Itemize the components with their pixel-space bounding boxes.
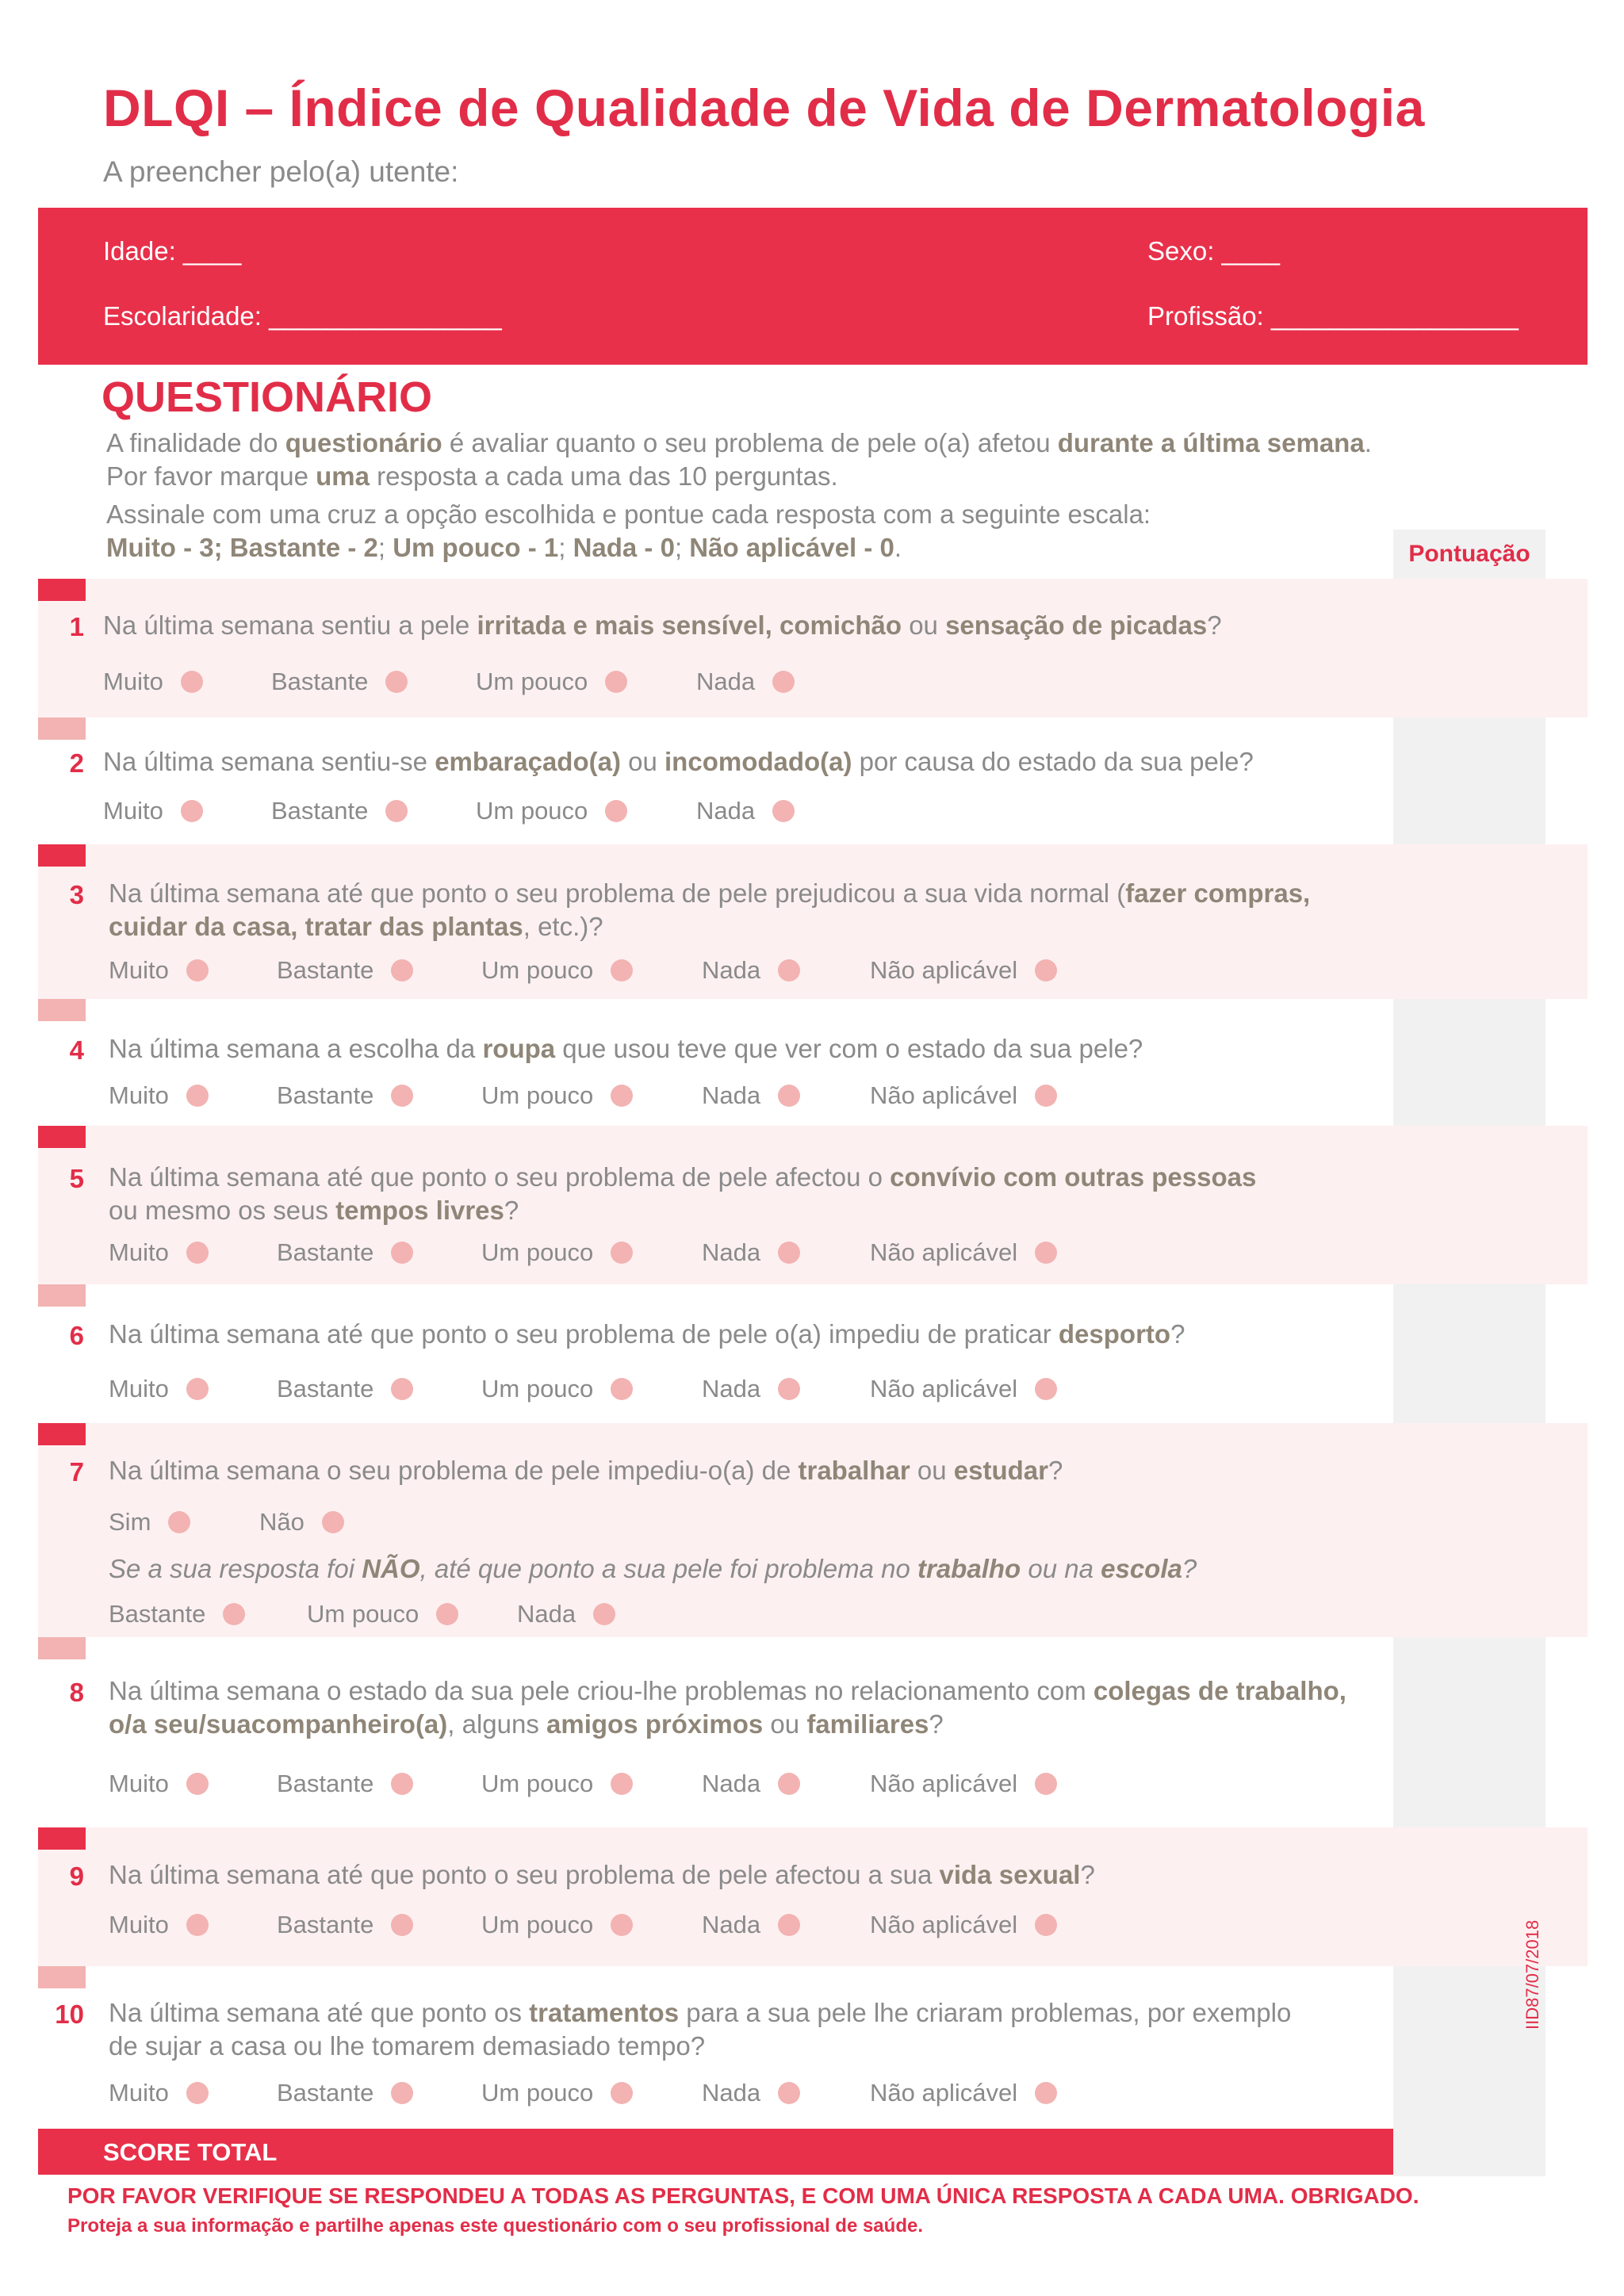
answer-option[interactable] xyxy=(481,2079,633,2107)
answer-option[interactable] xyxy=(870,956,1057,985)
answer-option-label: Um pouco xyxy=(481,1770,594,1797)
answer-option-label: Um pouco xyxy=(481,1238,594,1266)
text-segment: Na última semana o seu problema de pele impediu-o(a) de xyxy=(109,1456,799,1485)
text-segment: ; xyxy=(377,533,393,562)
question-number: 7 xyxy=(69,1457,84,1487)
radio-circle-icon[interactable] xyxy=(611,2082,633,2104)
text-segment: Na última semana até que ponto o seu problema de pele prejudicou a sua vida normal ( xyxy=(109,878,1126,908)
footer-notice: POR FAVOR VERIFIQUE SE RESPONDEU A TODAS AS PERGUNTAS, E COM UMA ÚNICA RESPOSTA A CADA UMA. OBRIGADO. xyxy=(67,2183,1419,2208)
answer-option[interactable] xyxy=(109,1375,209,1403)
text-segment: que usou teve que ver com o estado da sua pele? xyxy=(555,1034,1143,1063)
text-segment: ou xyxy=(620,747,665,776)
answer-option-label: Um pouco xyxy=(481,1081,594,1109)
text-segment: , alguns xyxy=(447,1709,547,1739)
answer-option[interactable] xyxy=(476,668,627,696)
question-number: 9 xyxy=(69,1862,84,1891)
emphasis-text: uma xyxy=(316,461,370,491)
question-marker xyxy=(38,1637,86,1659)
emphasis-text: irritada e mais sensível, comichão xyxy=(477,610,902,640)
radio-circle-icon[interactable] xyxy=(391,1773,413,1795)
answer-option[interactable] xyxy=(696,797,795,825)
question-text xyxy=(103,609,1222,642)
answer-option[interactable] xyxy=(481,1770,633,1798)
radio-circle-icon[interactable] xyxy=(605,800,627,822)
intro-line xyxy=(106,461,838,492)
answer-option[interactable] xyxy=(277,1770,413,1798)
answer-option-label: Muito xyxy=(103,797,163,825)
radio-circle-icon[interactable] xyxy=(778,1773,800,1795)
followup-question-text xyxy=(109,1552,1197,1586)
text-segment: ou xyxy=(763,1709,807,1739)
answer-option-label: Um pouco xyxy=(476,797,588,825)
score-column-label: Pontuação xyxy=(1408,541,1530,567)
page-title: DLQI – Índice de Qualidade de Vida de Dermatologia xyxy=(103,78,1425,137)
question-marker xyxy=(38,999,86,1021)
text-segment: ? xyxy=(504,1196,519,1225)
question-text-line2 xyxy=(109,1708,944,1741)
question-text xyxy=(103,745,1254,779)
answer-option[interactable] xyxy=(702,1375,800,1403)
followup-answer-option[interactable] xyxy=(307,1600,458,1628)
answer-option-label: Muito xyxy=(109,956,169,984)
answer-option-label: Bastante xyxy=(277,1238,374,1266)
question-number: 4 xyxy=(69,1035,84,1065)
emphasis-text: Um pouco - 1 xyxy=(393,533,559,562)
emphasis-text: Muito - 3; Bastante - 2 xyxy=(106,533,378,562)
answer-option[interactable] xyxy=(702,956,800,985)
answer-option-label: Nada xyxy=(517,1600,576,1628)
answer-option[interactable] xyxy=(481,1911,633,1939)
answer-option-label: Não aplicável xyxy=(870,1911,1018,1938)
answer-option-label: Muito xyxy=(109,1238,169,1266)
answer-option[interactable] xyxy=(870,2079,1057,2107)
radio-circle-icon[interactable] xyxy=(611,1085,633,1107)
intro-line xyxy=(106,428,1372,458)
text-segment: para a sua pele lhe criaram problemas, por exemplo xyxy=(679,1998,1292,2027)
answer-option-label: Nada xyxy=(702,1081,761,1109)
answer-option-label: Um pouco xyxy=(307,1600,419,1628)
question-marker xyxy=(38,1423,86,1445)
answer-option[interactable] xyxy=(109,1238,209,1267)
sexo-field[interactable]: Sexo: ____ xyxy=(1147,236,1280,266)
radio-circle-icon[interactable] xyxy=(391,1085,413,1107)
answer-option[interactable] xyxy=(870,1770,1057,1798)
answer-option[interactable] xyxy=(702,2079,800,2107)
question-row-background xyxy=(38,1827,1588,1966)
text-segment: Na última semana o estado da sua pele criou-lhe problemas no relacionamento com xyxy=(109,1676,1094,1705)
question-number: 6 xyxy=(69,1321,84,1350)
emphasis-text: colegas de trabalho, xyxy=(1093,1676,1346,1705)
answer-option[interactable] xyxy=(109,1508,190,1536)
emphasis-text: questionário xyxy=(285,428,442,457)
text-segment: ; xyxy=(558,533,573,562)
text-segment: A finalidade do xyxy=(106,428,285,457)
text-segment: Na última semana até que ponto o seu problema de pele afectou o xyxy=(109,1162,891,1192)
emphasis-text: vida sexual xyxy=(939,1860,1081,1889)
radio-circle-icon[interactable] xyxy=(605,671,627,693)
text-segment: ? xyxy=(1170,1319,1185,1349)
answer-option[interactable] xyxy=(702,1770,800,1798)
radio-circle-icon[interactable] xyxy=(186,1242,209,1264)
text-segment: é avaliar quanto o seu problema de pele o(a) afetou xyxy=(442,428,1058,457)
radio-circle-icon[interactable] xyxy=(611,1773,633,1795)
question-number: 8 xyxy=(69,1678,84,1707)
text-segment: Se a sua resposta foi xyxy=(109,1554,362,1583)
radio-circle-icon[interactable] xyxy=(436,1603,458,1625)
radio-circle-icon[interactable] xyxy=(1035,1085,1057,1107)
radio-circle-icon[interactable] xyxy=(385,800,408,822)
intro-line xyxy=(106,533,902,563)
radio-circle-icon[interactable] xyxy=(1035,1378,1057,1400)
radio-circle-icon[interactable] xyxy=(186,1085,209,1107)
emphasis-text: o/a seu/suacompanheiro(a) xyxy=(109,1709,448,1739)
emphasis-text: roupa xyxy=(482,1034,556,1063)
answer-option-label: Bastante xyxy=(277,1911,374,1938)
text-segment: Na última semana até que ponto o seu problema de pele afectou a sua xyxy=(109,1860,940,1889)
text-segment: ? xyxy=(929,1709,944,1739)
emphasis-text: sensação de picadas xyxy=(945,610,1208,640)
answer-option-label: Nada xyxy=(702,1911,761,1938)
answer-option[interactable] xyxy=(109,2079,209,2107)
answer-option[interactable] xyxy=(259,1508,344,1536)
footer-privacy-note: Proteja a sua informação e partilhe apenas este questionário com o seu profissional de saúde. xyxy=(67,2215,923,2237)
question-marker xyxy=(38,1126,86,1148)
question-text xyxy=(109,1318,1185,1351)
answer-option[interactable] xyxy=(702,1238,800,1267)
radio-circle-icon[interactable] xyxy=(778,1378,800,1400)
answer-option[interactable] xyxy=(277,956,413,985)
text-segment: por causa do estado da sua pele? xyxy=(852,747,1254,776)
text-segment: de sujar a casa ou lhe tomarem demasiado tempo? xyxy=(109,2031,706,2061)
emphasis-text: trabalho xyxy=(917,1554,1021,1583)
radio-circle-icon[interactable] xyxy=(391,1914,413,1936)
question-text xyxy=(109,1454,1063,1487)
answer-option-label: Bastante xyxy=(109,1600,206,1628)
question-text xyxy=(109,1161,1256,1194)
text-segment: ou xyxy=(910,1456,954,1485)
radio-circle-icon[interactable] xyxy=(385,671,408,693)
answer-option[interactable] xyxy=(277,1375,413,1403)
radio-circle-icon[interactable] xyxy=(1035,959,1057,982)
question-number: 2 xyxy=(69,748,84,778)
answer-option-label: Não aplicável xyxy=(870,2079,1018,2107)
text-segment: , até que ponto a sua pele foi problema no xyxy=(419,1554,917,1583)
radio-circle-icon[interactable] xyxy=(181,800,203,822)
answer-option-label: Nada xyxy=(702,956,761,984)
radio-circle-icon[interactable] xyxy=(778,959,800,982)
answer-option-label: Nada xyxy=(696,668,756,695)
text-segment: ? xyxy=(1080,1860,1095,1889)
radio-circle-icon[interactable] xyxy=(391,2082,413,2104)
emphasis-text: fazer compras, xyxy=(1125,878,1311,908)
answer-option-label: Um pouco xyxy=(481,2079,594,2107)
question-text-line2 xyxy=(109,2030,705,2063)
question-marker xyxy=(38,579,86,601)
radio-circle-icon[interactable] xyxy=(1035,1242,1057,1264)
answer-option[interactable] xyxy=(109,1770,209,1798)
text-segment: ? xyxy=(1207,610,1222,640)
answer-option-label: Muito xyxy=(109,1375,169,1402)
answer-option[interactable] xyxy=(696,668,795,696)
answer-option[interactable] xyxy=(277,1081,413,1110)
radio-circle-icon[interactable] xyxy=(611,1242,633,1264)
question-text xyxy=(109,1996,1291,2030)
answer-option-label: Não aplicável xyxy=(870,1770,1018,1797)
radio-circle-icon[interactable] xyxy=(391,959,413,982)
answer-option[interactable] xyxy=(277,2079,413,2107)
answer-option-label: Nada xyxy=(702,1770,761,1797)
text-segment: Por favor marque xyxy=(106,461,316,491)
question-number: 5 xyxy=(69,1164,84,1193)
answer-option-label: Nada xyxy=(702,2079,761,2107)
emphasis-text: Não aplicável - 0 xyxy=(689,533,894,562)
emphasis-text: estudar xyxy=(953,1456,1048,1485)
answer-option-label: Nada xyxy=(696,797,756,825)
question-text-line2 xyxy=(109,1194,519,1227)
answer-option-label: Bastante xyxy=(271,668,369,695)
radio-circle-icon[interactable] xyxy=(778,1085,800,1107)
text-segment: Assinale com uma cruz a opção escolhida e pontue cada resposta com a seguinte escala: xyxy=(106,499,1151,529)
radio-circle-icon[interactable] xyxy=(778,1914,800,1936)
followup-answer-option[interactable] xyxy=(109,1600,245,1628)
question-marker xyxy=(38,1827,86,1850)
emphasis-text: durante a última semana xyxy=(1057,428,1365,457)
answer-option-label: Não xyxy=(259,1508,304,1536)
radio-circle-icon[interactable] xyxy=(391,1378,413,1400)
radio-circle-icon[interactable] xyxy=(611,1914,633,1936)
text-segment: ou na xyxy=(1021,1554,1101,1583)
answer-option[interactable] xyxy=(109,1911,209,1939)
radio-circle-icon[interactable] xyxy=(1035,2082,1057,2104)
answer-option-label: Um pouco xyxy=(481,1911,594,1938)
emphasis-text: familiares xyxy=(806,1709,929,1739)
answer-option[interactable] xyxy=(870,1081,1057,1110)
radio-circle-icon[interactable] xyxy=(611,1378,633,1400)
answer-option-label: Não aplicável xyxy=(870,1238,1018,1266)
question-text xyxy=(109,877,1310,910)
answer-option-label: Muito xyxy=(103,668,163,695)
answer-option[interactable] xyxy=(103,668,203,696)
emphasis-text: tempos livres xyxy=(335,1196,504,1225)
text-segment: , etc.)? xyxy=(523,912,603,941)
radio-circle-icon[interactable] xyxy=(181,671,203,693)
profissao-field[interactable]: Profissão: _________________ xyxy=(1147,301,1519,331)
text-segment: Na última semana sentiu-se xyxy=(103,747,435,776)
answer-option-label: Um pouco xyxy=(476,668,588,695)
document-code: IID87/07/2018 xyxy=(1522,1919,1542,2030)
emphasis-text: convívio com outras pessoas xyxy=(890,1162,1257,1192)
radio-circle-icon[interactable] xyxy=(186,2082,209,2104)
answer-option[interactable] xyxy=(702,1911,800,1939)
text-segment: Na última semana a escolha da xyxy=(109,1034,483,1063)
patient-info-band xyxy=(38,208,1588,365)
radio-circle-icon[interactable] xyxy=(611,959,633,982)
answer-option[interactable] xyxy=(109,956,209,985)
answer-option[interactable] xyxy=(103,797,203,825)
answer-option-label: Bastante xyxy=(277,1081,374,1109)
question-text xyxy=(109,1032,1143,1066)
radio-circle-icon[interactable] xyxy=(772,800,795,822)
answer-option-label: Não aplicável xyxy=(870,956,1018,984)
answer-option[interactable] xyxy=(481,1081,633,1110)
followup-answer-option[interactable] xyxy=(517,1600,615,1628)
question-text xyxy=(109,1858,1095,1892)
score-total-label: SCORE TOTAL xyxy=(103,2138,278,2166)
text-segment: Na última semana sentiu a pele xyxy=(103,610,477,640)
question-number: 1 xyxy=(69,612,84,641)
answer-option[interactable] xyxy=(870,1375,1057,1403)
text-segment: ou mesmo os seus xyxy=(109,1196,336,1225)
answer-option[interactable] xyxy=(870,1911,1057,1939)
question-text xyxy=(109,1674,1346,1708)
answer-option[interactable] xyxy=(109,1081,209,1110)
radio-circle-icon[interactable] xyxy=(186,1914,209,1936)
radio-circle-icon[interactable] xyxy=(391,1242,413,1264)
answer-option-label: Um pouco xyxy=(481,1375,594,1402)
question-marker xyxy=(38,718,86,740)
text-segment: ou xyxy=(902,610,946,640)
answer-option-label: Muito xyxy=(109,1911,169,1938)
radio-circle-icon[interactable] xyxy=(186,959,209,982)
radio-circle-icon[interactable] xyxy=(1035,1914,1057,1936)
text-segment: ? xyxy=(1182,1554,1197,1583)
answer-option-label: Não aplicável xyxy=(870,1375,1018,1402)
question-marker xyxy=(38,1966,86,1988)
question-marker xyxy=(38,844,86,867)
emphasis-text: Nada - 0 xyxy=(573,533,675,562)
question-marker xyxy=(38,1284,86,1307)
radio-circle-icon[interactable] xyxy=(778,2082,800,2104)
radio-circle-icon[interactable] xyxy=(186,1378,209,1400)
answer-option[interactable] xyxy=(476,797,627,825)
answer-option[interactable] xyxy=(702,1081,800,1110)
emphasis-text: amigos próximos xyxy=(546,1709,764,1739)
idade-field[interactable]: Idade: ____ xyxy=(103,236,242,266)
radio-circle-icon[interactable] xyxy=(223,1603,245,1625)
answer-option-label: Nada xyxy=(702,1238,761,1266)
question-number: 3 xyxy=(69,880,84,909)
text-segment: . xyxy=(1364,428,1372,457)
text-segment: Na última semana até que ponto os xyxy=(109,1998,530,2027)
radio-circle-icon[interactable] xyxy=(168,1511,190,1533)
answer-option[interactable] xyxy=(481,956,633,985)
answer-option-label: Sim xyxy=(109,1508,151,1536)
answer-option[interactable] xyxy=(271,668,408,696)
answer-option-label: Muito xyxy=(109,2079,169,2107)
emphasis-text: desporto xyxy=(1058,1319,1171,1349)
answer-option[interactable] xyxy=(277,1911,413,1939)
emphasis-text: tratamentos xyxy=(529,1998,680,2027)
emphasis-text: incomodado(a) xyxy=(665,747,852,776)
question-row-background xyxy=(38,579,1588,718)
emphasis-text: NÃO xyxy=(362,1554,420,1583)
radio-circle-icon[interactable] xyxy=(186,1773,209,1795)
answer-option[interactable] xyxy=(481,1375,633,1403)
answer-option-label: Não aplicável xyxy=(870,1081,1018,1109)
text-segment: . xyxy=(894,533,902,562)
radio-circle-icon[interactable] xyxy=(593,1603,615,1625)
escolaridade-field[interactable]: Escolaridade: ________________ xyxy=(103,301,502,331)
answer-option-label: Muito xyxy=(109,1081,169,1109)
emphasis-text: escola xyxy=(1101,1554,1182,1583)
answer-option-label: Muito xyxy=(109,1770,169,1797)
question-number: 10 xyxy=(55,1999,84,2029)
text-segment: resposta a cada uma das 10 perguntas. xyxy=(369,461,838,491)
answer-option-label: Bastante xyxy=(271,797,369,825)
radio-circle-icon[interactable] xyxy=(772,671,795,693)
answer-option[interactable] xyxy=(481,1238,633,1267)
text-segment: ; xyxy=(674,533,690,562)
page-subtitle: A preencher pelo(a) utente: xyxy=(103,155,459,188)
answer-option[interactable] xyxy=(277,1238,413,1267)
radio-circle-icon[interactable] xyxy=(778,1242,800,1264)
emphasis-text: embaraçado(a) xyxy=(435,747,621,776)
answer-option-label: Bastante xyxy=(277,1770,374,1797)
intro-line xyxy=(106,499,1151,530)
emphasis-text: cuidar da casa, tratar das plantas xyxy=(109,912,523,941)
questionnaire-heading: QUESTIONÁRIO xyxy=(102,373,433,421)
answer-option[interactable] xyxy=(870,1238,1057,1267)
answer-option-label: Nada xyxy=(702,1375,761,1402)
emphasis-text: trabalhar xyxy=(798,1456,910,1485)
answer-option-label: Bastante xyxy=(277,956,374,984)
radio-circle-icon[interactable] xyxy=(1035,1773,1057,1795)
text-segment: ? xyxy=(1048,1456,1063,1485)
text-segment: Na última semana até que ponto o seu problema de pele o(a) impediu de praticar xyxy=(109,1319,1059,1349)
answer-option[interactable] xyxy=(271,797,408,825)
radio-circle-icon[interactable] xyxy=(322,1511,344,1533)
answer-option-label: Bastante xyxy=(277,1375,374,1402)
answer-option-label: Bastante xyxy=(277,2079,374,2107)
answer-option-label: Um pouco xyxy=(481,956,594,984)
question-text-line2 xyxy=(109,910,603,943)
